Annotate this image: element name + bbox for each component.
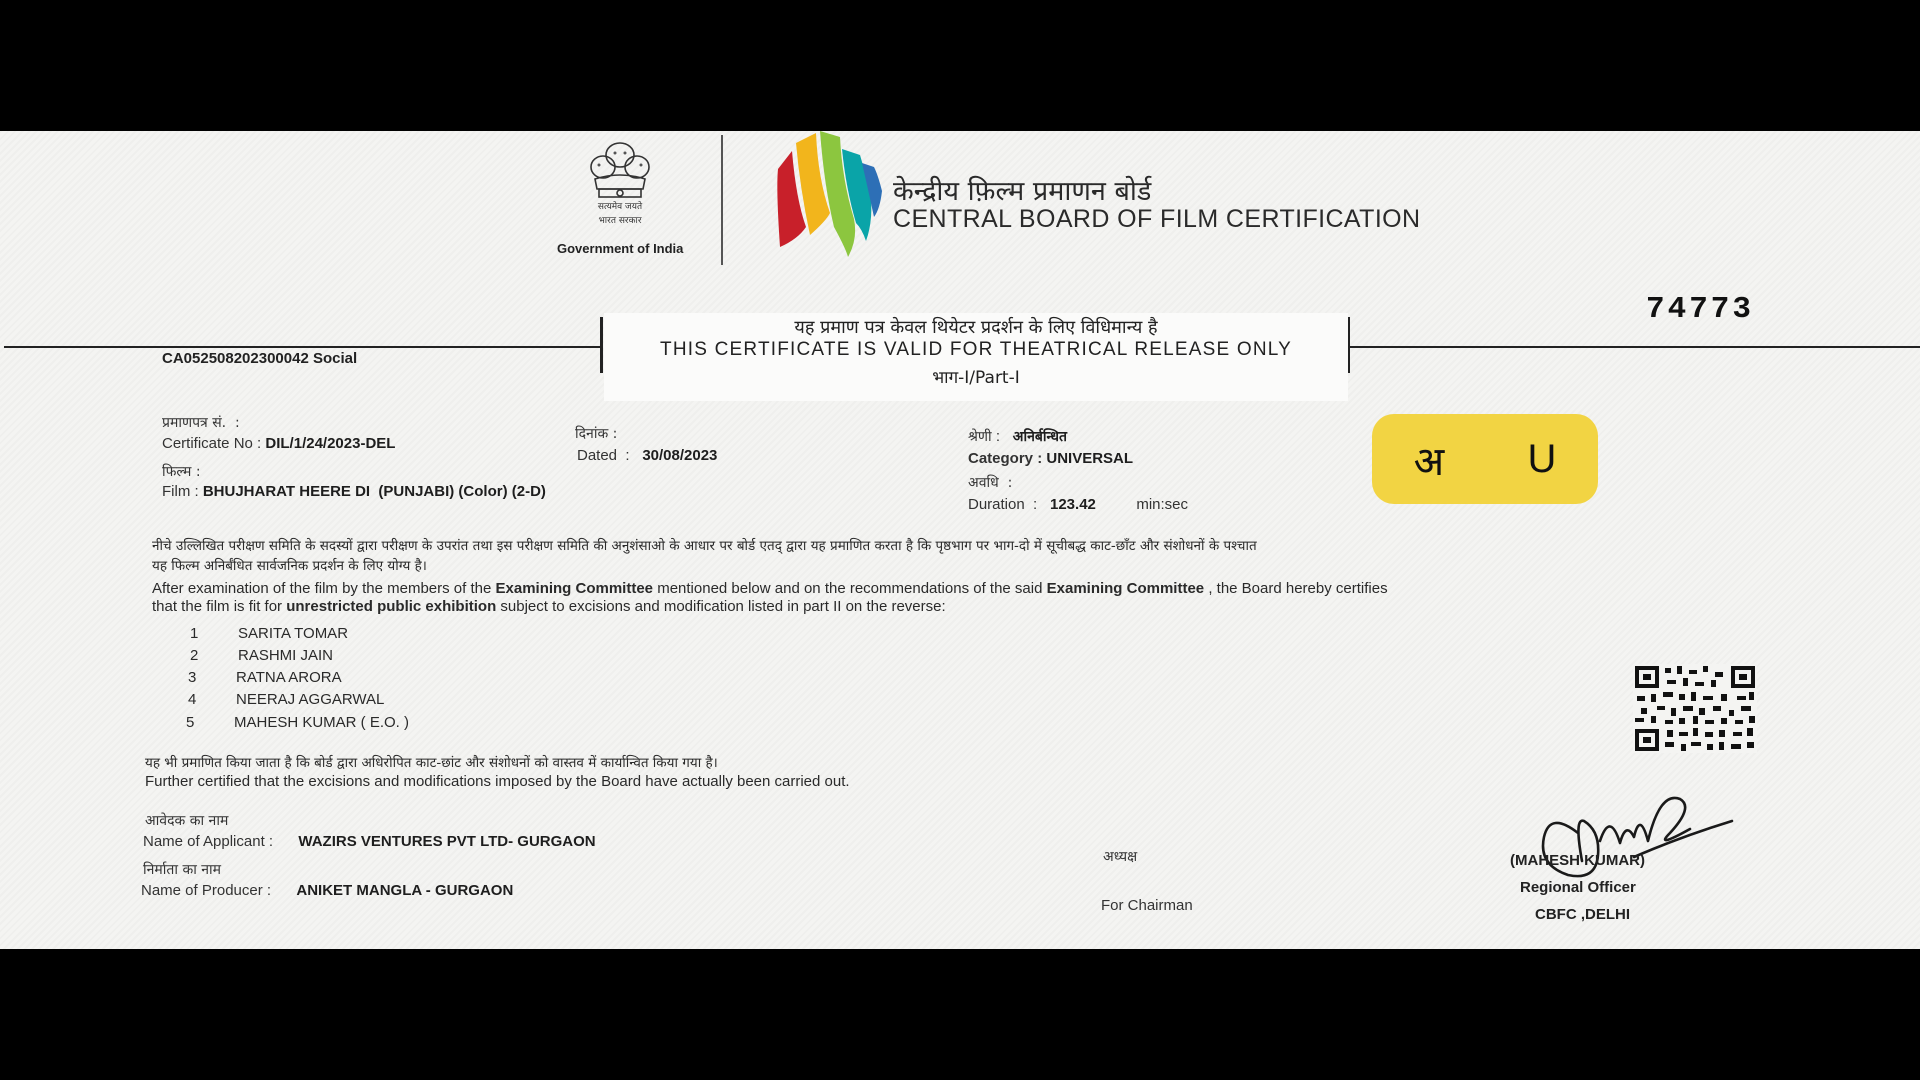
letterbox-bottom <box>0 949 1920 1080</box>
producer-label: Name of Producer <box>141 882 263 899</box>
duration-value: 123.42 <box>1050 496 1096 513</box>
emblem-motto: सत्यमेव जयते <box>597 202 643 212</box>
category-label: Category <box>968 450 1034 467</box>
cbfc-logo-icon <box>770 129 885 261</box>
category-hindi-row: श्रेणी : अनिर्बन्धित <box>968 428 1067 445</box>
certificate-label: Certificate No <box>162 435 253 452</box>
list-item: 3 RATNA ARORA <box>188 669 342 686</box>
national-emblem-icon <box>575 137 665 227</box>
certificate-document <box>0 131 1920 949</box>
letterbox-top <box>0 0 1920 131</box>
rating-english: U <box>1527 436 1557 481</box>
list-item: 1 SARITA TOMAR <box>190 625 349 642</box>
reference-number: CA052508202300042 Social <box>162 350 358 367</box>
date-row: Dated : 30/08/2023 <box>577 447 718 464</box>
category-label-hindi: श्रेणी <box>968 429 992 445</box>
serial-number: 74773 <box>1646 292 1755 327</box>
duration-row: Duration : 123.42 min:sec <box>968 496 1189 513</box>
film-label-hindi: फिल्म : <box>162 464 201 480</box>
header-divider <box>721 135 723 265</box>
producer-name: ANIKET MANGLA - GURGAON <box>296 882 514 899</box>
duration-unit: min:sec <box>1136 496 1189 513</box>
validity-english: THIS CERTIFICATE IS VALID FOR THEATRICAL RELEASE ONLY <box>660 339 1292 360</box>
government-of-india: Government of India <box>557 241 684 256</box>
rule-left-end <box>600 317 603 373</box>
validity-hindi: यह प्रमाण पत्र केवल थियेटर प्रदर्शन के लिए विधिमान्य है <box>794 317 1158 338</box>
validity-part: भाग-I/Part-I <box>932 368 1020 388</box>
category-row: Category : UNIVERSAL <box>968 450 1134 467</box>
duration-label-hindi: अवधि : <box>968 475 1013 491</box>
film-title: BHUJHARAT HEERE DI (PUNJABI) (Color) (2-D) <box>202 483 546 500</box>
rule-right <box>1350 346 1920 348</box>
further-certified-hindi: यह भी प्रमाणित किया जाता है कि बोर्ड द्वारा अधिरोपित काट-छांट और संशोधनों को वास्तव में कार्यान्वित किया गया है। <box>145 755 718 771</box>
chairman-label-hindi: अध्यक्ष <box>1103 849 1138 865</box>
date-value: 30/08/2023 <box>642 447 718 464</box>
certificate-label-hindi: प्रमाणपत्र सं. : <box>162 415 240 431</box>
emblem-hindi: भारत सरकार <box>598 216 642 226</box>
certification-text-english-1: After examination of the film by the members of the Examining Committee mentioned below and on the recommendations of the said Examining Committee , the Board hereby certifies <box>152 580 1388 597</box>
certification-text-english-2: that the film is fit for unrestricted public exhibition subject to excisions and modification listed in part II on the reverse: <box>152 598 946 615</box>
board-name-hindi: केन्द्रीय फ़िल्म प्रमाणन बोर्ड <box>893 176 1152 207</box>
rule-left <box>4 346 602 348</box>
date-label: Dated <box>577 447 618 464</box>
rating-hindi: अ <box>1413 438 1445 485</box>
signatory-title: Regional Officer <box>1520 879 1636 896</box>
certification-text-hindi-2: यह फिल्म अनिर्बंधित सार्वजनिक प्रदर्शन के लिए योग्य है। <box>152 558 427 574</box>
applicant-name: WAZIRS VENTURES PVT LTD- GURGAON <box>298 833 596 850</box>
category-value: UNIVERSAL <box>1046 450 1134 467</box>
applicant-label-hindi: आवेदक का नाम <box>145 813 229 829</box>
producer-label-hindi: निर्माता का नाम <box>143 862 222 878</box>
list-item: 2 RASHMI JAIN <box>190 647 334 664</box>
date-label-hindi: दिनांक : <box>575 426 618 442</box>
signatory-name: (MAHESH KUMAR) <box>1510 852 1645 869</box>
chairman-label: For Chairman <box>1101 897 1193 914</box>
certificate-number: DIL/1/24/2023-DEL <box>265 435 396 452</box>
signatory-office: CBFC ,DELHI <box>1535 906 1630 923</box>
film-row: Film : BHUJHARAT HEERE DI (PUNJABI) (Color) (2-D) <box>162 483 546 500</box>
producer-row: Name of Producer : ANIKET MANGLA - GURGAON <box>141 882 514 899</box>
list-item: 4 NEERAJ AGGARWAL <box>188 691 385 708</box>
list-item: 5 MAHESH KUMAR ( E.O. ) <box>186 714 410 731</box>
certificate-row: Certificate No : DIL/1/24/2023-DEL <box>162 435 396 452</box>
further-certified-english: Further certified that the excisions and modifications imposed by the Board have actually been carried out. <box>145 773 850 790</box>
film-label: Film <box>162 483 191 500</box>
certification-text-hindi-1: नीचे उल्लिखित परीक्षण समिति के सदस्यों द्वारा परीक्षण के उपरांत तथा इस परीक्षण समिति की अनुशंसाओ के आधार पर बोर्ड एतद् द्वारा यह प्रमाणित करता है कि पृष्ठभाग पर भाग-दो में सूचीबद्ध काट-छाँट और संशोधनों के पश्चात <box>152 538 1257 554</box>
qr-code-icon <box>1633 664 1757 753</box>
validity-banner <box>604 313 1348 401</box>
category-value-hindi: अनिर्बन्धित <box>1012 429 1067 445</box>
rating-badge <box>1372 414 1598 504</box>
applicant-label: Name of Applicant <box>143 833 265 850</box>
board-name-english: CENTRAL BOARD OF FILM CERTIFICATION <box>893 205 1421 233</box>
duration-label: Duration <box>968 496 1025 513</box>
applicant-row: Name of Applicant : WAZIRS VENTURES PVT LTD- GURGAON <box>143 833 596 850</box>
